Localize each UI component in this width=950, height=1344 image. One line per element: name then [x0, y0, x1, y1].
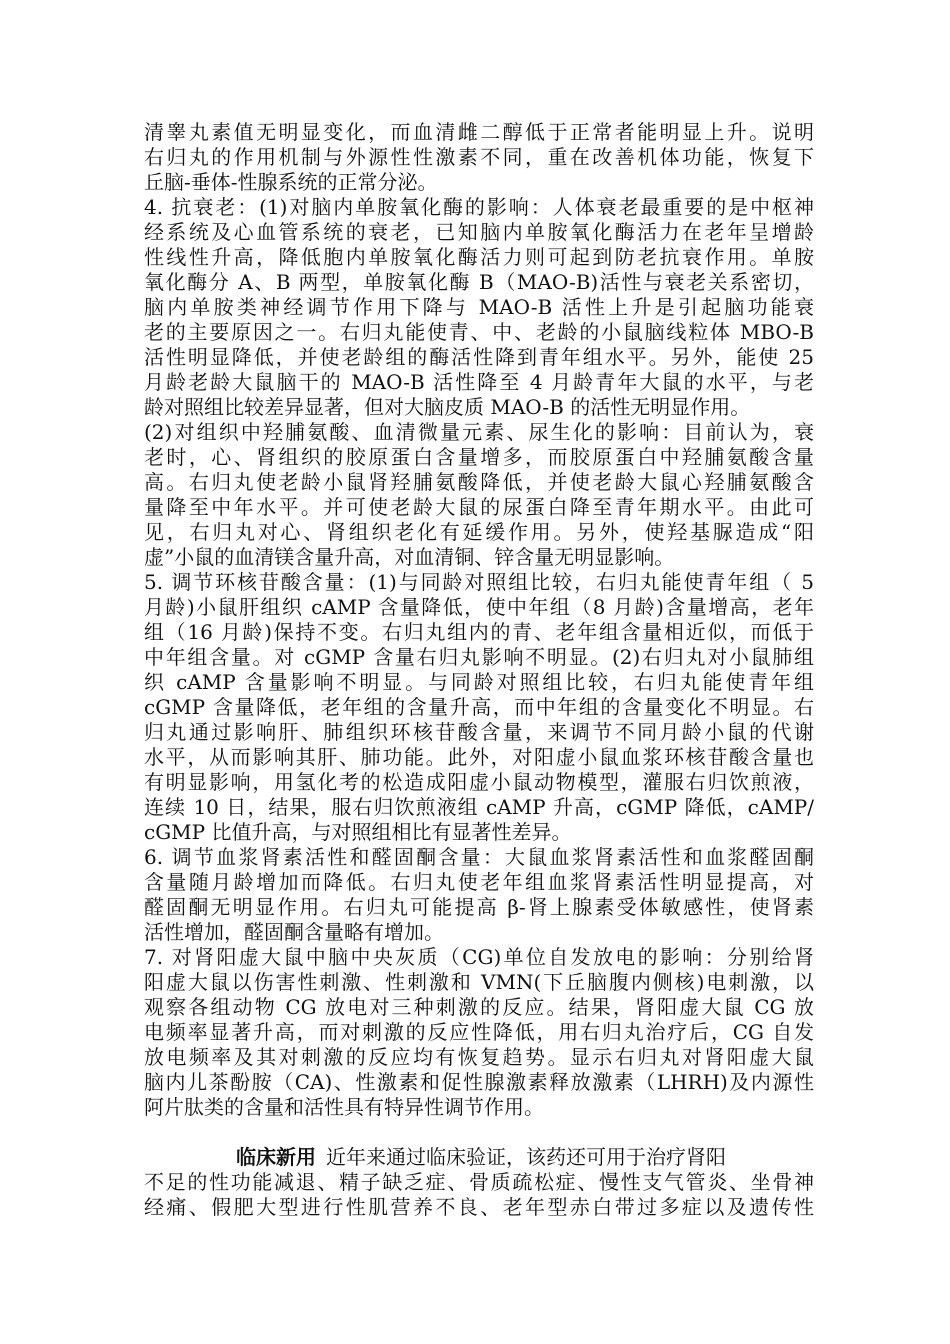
document-page [144, 120, 814, 1220]
text-line: 高。右归丸使老龄小鼠肾羟脯氨酸降低，并使老龄大鼠心羟脯氨酸含 [144, 470, 814, 494]
text-line: 连续 10 日，结果，服右归饮煎液组 cAMP 升高，cGMP 降低，cAMP/ [144, 795, 814, 819]
text-line: 放电频率及其对刺激的反应均有恢复趋势。显示右归丸对肾阳虚大鼠 [144, 1045, 814, 1069]
text-line: 织 cAMP 含量影响不明显。与同龄对照组比较，右归丸能使青年组 [144, 670, 814, 694]
text-line: 经痛、假肥大型进行性肌营养不良、老年型赤白带过多症以及遗传性 [144, 1195, 814, 1219]
text-line: 阿片肽类的含量和活性具有特异性调节作用。 [144, 1095, 544, 1119]
clinical-section [144, 1145, 814, 1220]
text-line: 电频率显著升高，而对刺激的反应性降低，用右归丸治疗后，CG 自发 [144, 1020, 814, 1044]
text-line: 脑内单胺类神经调节作用下降与 MAO-B 活性上升是引起脑功能衰 [144, 295, 814, 319]
text-line: 有明显影响，用氢化考的松造成阳虚小鼠动物模型，灌服右归饮煎液， [144, 770, 814, 794]
text-line: 氧化酶分 A、B 两型，单胺氧化酶 B（MAO-B)活性与衰老关系密切， [144, 270, 814, 294]
text-line: 5. 调节环核苷酸含量：(1)与同龄对照组比较，右归丸能使青年组（ 5 [144, 570, 814, 594]
text-line: 不足的性功能减退、精子缺乏症、骨质疏松症、慢性支气管炎、坐骨神 [144, 1170, 814, 1194]
text-line: 清睾丸素值无明显变化，而血清雌二醇低于正常者能明显上升。说明 [144, 120, 814, 144]
text-line: 阳虚大鼠以伤害性刺激、性刺激和 VMN(下丘脑腹内侧核)电刺激，以 [144, 970, 814, 994]
text-line: (2)对组织中羟脯氨酸、血清微量元素、尿生化的影响：目前认为，衰 [144, 420, 814, 444]
text-line: 4. 抗衰老：(1)对脑内单胺氧化酶的影响：人体衰老最重要的是中枢神 [144, 195, 814, 219]
text-line: 含量随月龄增加而降低。右归丸使老年组血浆肾素活性明显提高，对 [144, 870, 814, 894]
text-line: 右归丸的作用机制与外源性性激素不同，重在改善机体功能，恢复下 [144, 145, 814, 169]
text-line: cGMP 比值升高，与对照组相比有显著性差异。 [144, 820, 572, 844]
text-line: 见，右归丸对心、肾组织老化有延缓作用。另外，使羟基脲造成“阳 [144, 520, 814, 544]
text-line: 经系统及心血管系统的衰老，已知脑内单胺氧化酶活力在老年呈增龄 [144, 220, 814, 244]
text-line: 性线性升高，降低胞内单胺氧化酶活力则可起到防老抗衰作用。单胺 [144, 245, 814, 269]
text-line: 组（16 月龄)保持不变。右归丸组内的青、老年组含量相近似，而低于 [144, 620, 814, 644]
text-line: 活性增加，醛固酮含量略有增加。 [144, 920, 444, 944]
text-line: 丘脑-垂体-性腺系统的正常分泌。 [144, 170, 438, 194]
text-line: 月龄)小鼠肝组织 cAMP 含量降低，使中年组（8 月龄)含量增高，老年 [144, 595, 814, 619]
text-line: 观察各组动物 CG 放电对三种刺激的反应。结果，肾阳虚大鼠 CG 放 [144, 995, 814, 1019]
text-line: 虚”小鼠的血清镁含量升高，对血清铜、锌含量无明显影响。 [144, 545, 675, 569]
text-line: 老的主要原因之一。右归丸能使青、中、老龄的小鼠脑线粒体 MBO-B [144, 320, 814, 344]
text-line: 量降至中年水平。并可使老龄大鼠的尿蛋白降至青年期水平。由此可 [144, 495, 814, 519]
clinical-intro: 近年来通过临床验证，该药还可用于治疗肾阳 [326, 1145, 726, 1169]
text-line: 月龄老龄大鼠脑干的 MAO-B 活性降至 4 月龄青年大鼠的水平，与老 [144, 370, 814, 394]
text-line: 归丸通过影响肝、肺组织环核苷酸含量，来调节不同月龄小鼠的代谢 [144, 720, 814, 744]
text-line: 醛固酮无明显作用。右归丸可能提高 β-肾上腺素受体敏感性，使肾素 [144, 895, 814, 919]
clinical-first-line [144, 1145, 814, 1170]
body-text [144, 120, 814, 1120]
text-line: 7. 对肾阳虚大鼠中脑中央灰质（CG)单位自发放电的影响：分别给肾 [144, 945, 814, 969]
clinical-heading: 临床新用 [236, 1145, 316, 1169]
text-line: 龄对照组比较差异显著，但对大脑皮质 MAO-B 的活性无明显作用。 [144, 395, 751, 419]
text-line: 6. 调节血浆肾素活性和醛固酮含量：大鼠血浆肾素活性和血浆醛固酮 [144, 845, 814, 869]
text-line: 水平，从而影响其肝、肺功能。此外，对阳虚小鼠血浆环核苷酸含量也 [144, 745, 814, 769]
text-line: 活性明显降低，并使老龄组的酶活性降到青年组水平。另外，能使 25 [144, 345, 814, 369]
paragraph-gap [144, 1120, 814, 1145]
text-line: cGMP 含量降低，老年组的含量升高，而中年组的含量变化不明显。右 [144, 695, 814, 719]
text-line: 中年组含量。对 cGMP 含量右归丸影响不明显。(2)右归丸对小鼠肺组 [144, 645, 814, 669]
text-line: 脑内儿茶酚胺（CA)、性激素和促性腺激素释放激素（LHRH)及内源性 [144, 1070, 814, 1094]
text-line: 老时，心、肾组织的胶原蛋白含量增多，而胶原蛋白中羟脯氨酸含量 [144, 445, 814, 469]
